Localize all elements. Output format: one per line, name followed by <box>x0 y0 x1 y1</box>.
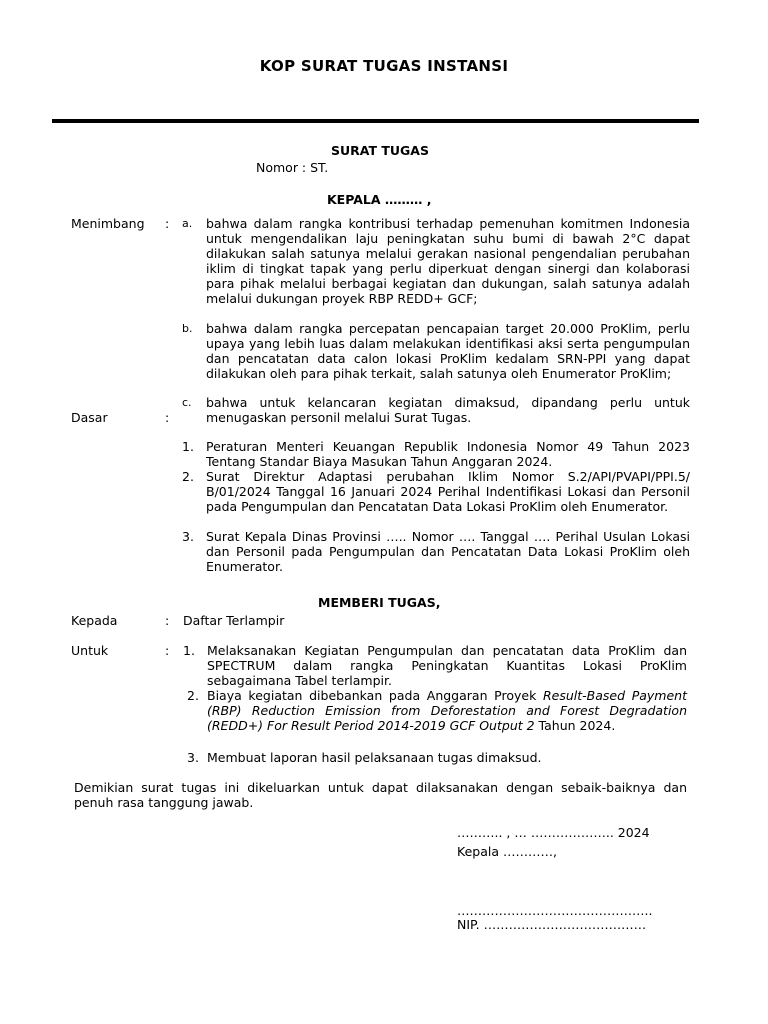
signature-nip: NIP. ………………………………… <box>457 917 647 932</box>
signature-position: Kepala …………, <box>457 844 557 859</box>
letterhead-divider <box>52 119 699 123</box>
dasar-marker-1: 1. <box>182 439 194 454</box>
untuk-marker-2: 2. <box>187 688 199 703</box>
untuk-marker-3: 3. <box>187 750 199 765</box>
untuk-item-3: Membuat laporan hasil pelaksanaan tugas dimaksud. <box>207 750 542 765</box>
untuk-label: Untuk <box>71 643 109 658</box>
signature-name-line: ……………………………………….. <box>457 903 653 918</box>
kepada-label: Kepada <box>71 613 118 628</box>
menimbang-label: Menimbang <box>71 216 145 231</box>
kepada-colon: : <box>165 613 170 628</box>
menimbang-item-b: bahwa dalam rangka percepatan pencapaian target 20.000 ProKlim, perlu upaya yang lebih luas dalam melakukan identifikasi aksi serta pengumpulan dan pencatatan data calon lokasi ProKlim kedalam SRN-PPI yang dapat dilakukan oleh para pihak terkait, salah satunya oleh Enumerator ProKlim; <box>206 321 690 381</box>
dasar-label: Dasar <box>71 410 108 425</box>
issuer-heading: KEPALA ……… , <box>327 192 432 207</box>
signature-place-date: ……….. , … ……………….. 2024 <box>457 825 650 840</box>
letter-title: SURAT TUGAS <box>331 143 429 158</box>
menimbang-marker-a: a. <box>182 217 193 230</box>
untuk-item-1: Melaksanakan Kegiatan Pengumpulan dan pencatatan data ProKlim dan SPECTRUM dalam rangka Peningkatan Kuantitas Lokasi ProKlim sebagaimana Tabel terlampir. <box>207 643 687 688</box>
untuk-item-2-text: Biaya kegiatan dibebankan pada Anggaran Proyek <box>207 688 543 703</box>
memberi-tugas-heading: MEMBERI TUGAS, <box>318 595 441 610</box>
menimbang-colon: : <box>165 216 170 231</box>
kepada-value: Daftar Terlampir <box>183 613 285 628</box>
closing-paragraph: Demikian surat tugas ini dikeluarkan untuk dapat dilaksanakan dengan sebaik-baiknya dan penuh rasa tanggung jawab. <box>74 780 687 810</box>
dasar-marker-3: 3. <box>182 529 194 544</box>
letter-number: Nomor : ST. <box>256 160 329 175</box>
dasar-marker-2: 2. <box>182 469 194 484</box>
menimbang-item-a: bahwa dalam rangka kontribusi terhadap pemenuhan komitmen Indonesia untuk mengendalikan laju peningkatan suhu bumi di bawah 2°C dapat dilakukan salah satunya melalui gerakan nasional pengendalian perubahan iklim di tingkat tapak yang perlu diperkuat dengan sinergi dan kolaborasi para pihak melalui berbagai kegiatan dan dukungan, salah satunya adalah melalui dukungan proyek RBP REDD+ GCF; <box>206 216 690 306</box>
menimbang-item-c: bahwa untuk kelancaran kegiatan dimaksud, dipandang perlu untuk menugaskan personil melalui Surat Tugas. <box>206 395 690 425</box>
untuk-item-2-year: Tahun 2024. <box>534 718 616 733</box>
dasar-colon: : <box>165 410 170 425</box>
dasar-item-1: Peraturan Menteri Keuangan Republik Indonesia Nomor 49 Tahun 2023 Tentang Standar Biaya Masukan Tahun Anggaran 2024. <box>206 439 690 469</box>
untuk-marker-1: 1. <box>183 643 195 658</box>
untuk-item-2 <box>207 688 687 733</box>
untuk-colon: : <box>165 643 170 658</box>
untuk-item-2-project-name: Result-Based Payment (RBP) Reduction Emission from Deforestation and Forest Degradation (REDD+) For Result Period 2014-2019 GCF Output 2 <box>207 688 687 733</box>
dasar-item-3: Surat Kepala Dinas Provinsi ….. Nomor …. Tanggal …. Perihal Usulan Lokasi dan Personil pada Pengumpulan dan Pencatatan Data Lokasi ProKlim oleh Enumerator. <box>206 529 690 574</box>
menimbang-marker-c: c. <box>182 396 192 409</box>
menimbang-marker-b: b. <box>182 322 193 335</box>
letterhead-title: KOP SURAT TUGAS INSTANSI <box>259 57 509 75</box>
dasar-item-2: Surat Direktur Adaptasi perubahan Iklim Nomor S.2/API/PVAPI/PPI.5/ B/01/2024 Tanggal 16 Januari 2024 Perihal Indentifikasi Lokasi dan Personil pada Pengumpulan dan Pencatatan Data Lokasi ProKlim oleh Enumerator. <box>206 469 690 514</box>
